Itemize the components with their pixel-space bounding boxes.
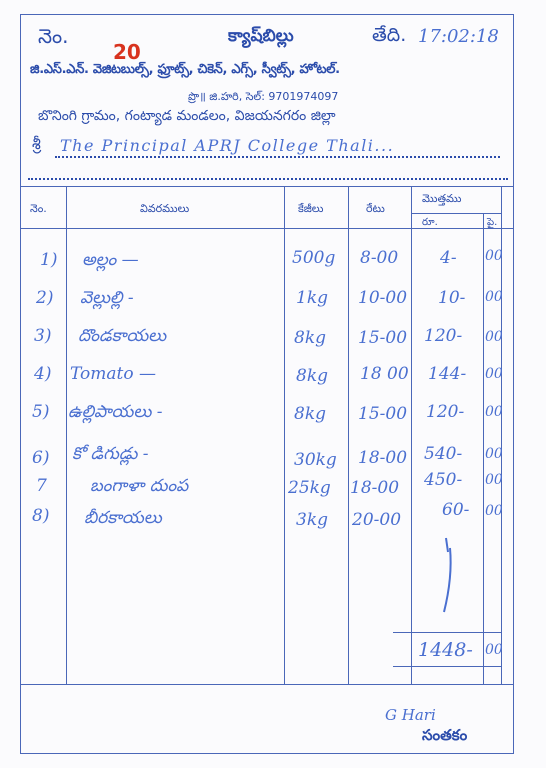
row-no: 4)	[34, 364, 52, 384]
row-item: ఉల్లిపాయలు -	[68, 402, 163, 422]
row-qty: 8kg	[296, 366, 328, 386]
row-no: 1)	[40, 250, 58, 270]
row-rate: 18-00	[358, 448, 408, 468]
row-no: 2)	[36, 288, 54, 308]
row-no: 7	[36, 476, 47, 496]
address-line: బొనింగి గ్రామం, గంట్యాడ మండలం, విజయనగరం జిల్లా	[38, 108, 336, 124]
row-item: దొండకాయలు	[78, 326, 167, 346]
row-paise: 00	[485, 289, 503, 305]
row-rupees: 144-	[428, 364, 467, 384]
row-rate: 18 00	[360, 364, 409, 384]
row-no: 8)	[32, 506, 50, 526]
row-rupees: 450-	[424, 470, 463, 490]
row-qty: 8kg	[294, 328, 326, 348]
header-amount: మొత్తము	[422, 192, 462, 205]
row-paise: 00	[485, 329, 503, 345]
row-rupees: 10-	[438, 288, 466, 308]
header-kgs: కేజీలు	[298, 202, 324, 215]
bill-serial-number: 20	[113, 40, 141, 64]
row-qty: 8kg	[294, 404, 326, 424]
row-item: కో డిగుడ్లు -	[72, 444, 149, 464]
bill-no-label: నెం.	[38, 24, 69, 48]
row-rate: 15-00	[358, 404, 408, 424]
row-rate: 18-00	[350, 478, 400, 498]
row-item: అల్లం —	[82, 250, 139, 270]
total-paise: 00	[485, 642, 503, 658]
row-item: వెల్లుల్లి -	[80, 288, 134, 308]
row-item: బీరకాయలు	[84, 508, 162, 528]
row-no: 6)	[32, 448, 50, 468]
row-paise: 00	[485, 446, 503, 462]
customer-prefix: శ్రీ	[32, 134, 41, 153]
date-value: 17:02:18	[418, 26, 499, 47]
header-particulars: వివరములు	[140, 202, 190, 215]
row-rate: 8-00	[360, 248, 399, 268]
row-paise: 00	[485, 404, 503, 420]
header-no: నెం.	[30, 202, 47, 215]
row-rate: 10-00	[358, 288, 408, 308]
signature-scrawl: G Hari	[385, 706, 436, 724]
row-item: బంగాళా దుంప	[90, 476, 189, 496]
row-rupees: 120-	[424, 326, 463, 346]
proprietor-line: ప్రొ॥ జి.హరి, సెల్: 9701974097	[188, 90, 339, 103]
row-qty: 30kg	[294, 450, 337, 470]
row-paise: 00	[485, 248, 503, 264]
row-rupees: 540-	[424, 444, 463, 464]
date-label: తేది.	[372, 24, 407, 46]
row-paise: 00	[485, 366, 503, 382]
signature-label: సంతకం	[422, 726, 468, 744]
row-rate: 20-00	[352, 510, 402, 530]
row-paise: 00	[485, 472, 503, 488]
shop-name: జి.ఎస్.ఎన్. వెజిటబుల్స్, ఫ్రూట్స్, చికెన్, ఎగ్స్, స్వీట్స్, హోటల్.	[30, 62, 340, 77]
bill-title: క్యాష్‌బిల్లు	[228, 26, 294, 46]
row-rupees: 60-	[442, 500, 470, 520]
row-no: 3)	[34, 326, 52, 346]
row-item: Tomato —	[70, 364, 156, 384]
row-rupees: 120-	[426, 402, 465, 422]
header-rupees: రూ.	[422, 217, 438, 228]
total-rupees: 1448-	[418, 639, 473, 661]
row-qty: 3kg	[296, 510, 328, 530]
row-rate: 15-00	[358, 328, 408, 348]
row-paise: 00	[485, 503, 503, 519]
header-rate: రేటు	[366, 202, 385, 215]
row-qty: 500g	[292, 248, 336, 268]
customer-name: The Principal APRJ College Thali...	[60, 136, 395, 155]
row-qty: 1kg	[296, 288, 328, 308]
row-no: 5)	[32, 402, 50, 422]
row-rupees: 4-	[440, 248, 457, 268]
header-paise: పై.	[487, 217, 498, 228]
row-qty: 25kg	[288, 478, 331, 498]
